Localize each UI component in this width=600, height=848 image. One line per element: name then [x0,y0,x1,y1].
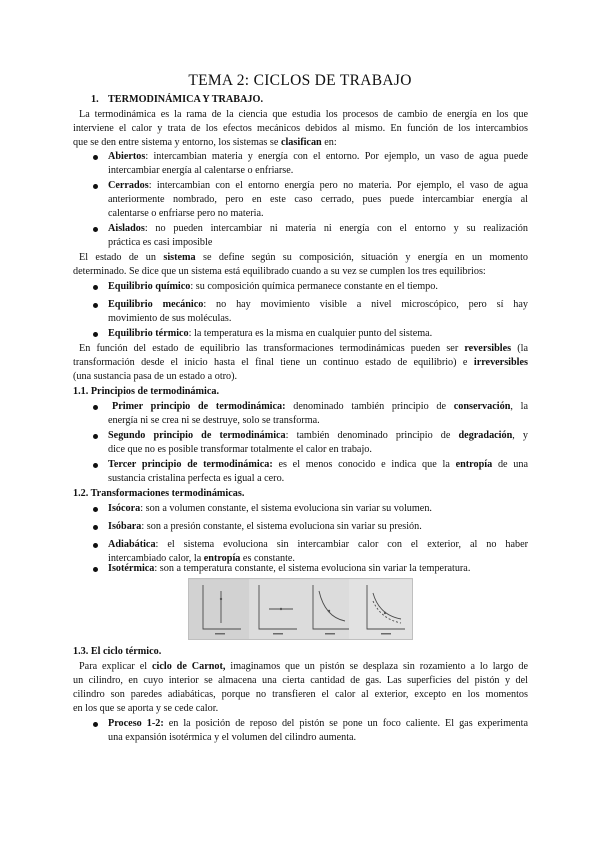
page-title: TEMA 2: CICLOS DE TRABAJO [188,72,412,89]
bullet-icon [93,543,98,548]
transformations-diagram-figure [188,578,413,640]
estado-line-2: determinado. Se dice que un sistema está equilibrado cuando a su vez se cumplen los tres equilibrios: [73,266,486,277]
aislados-line-1: Aislados: no pueden intercambiar ni materia ni energía con el entorno y su realización [108,223,528,234]
equilibrio-termico: Equilibrio térmico: la temperatura es la misma en cualquier punto del sistema. [108,328,433,339]
funcion-line-1: En función del estado de equilibrio las transformaciones termodinámicas pueden ser reversibles (la [79,343,528,354]
bullet-icon [93,525,98,530]
tercer-principio-line-2: sustancia cristalina perfecta es igual a cero. [108,473,285,484]
aislados-line-2: práctica es casi imposible [108,237,213,248]
bullet-icon [93,155,98,160]
primer-principio-line-2: energía ni se crea ni se destruye, solo se transforma. [108,415,320,426]
bullet-icon [93,567,98,572]
intro-line-3: que se den entre sistema y entorno, los sistemas se clasifican en: [73,137,337,148]
pv-diagrams-image [189,579,412,639]
equilibrio-mecanico-line-2: movimiento de sus moléculas. [108,313,232,324]
equilibrio-mecanico-line-1: Equilibrio mecánico: no hay movimiento visible a nivel microscópico, pero sí hay [108,299,528,310]
section-1-heading: TERMODINÁMICA Y TRABAJO. [108,94,263,105]
proceso-1-2-line-2: una expansión isotérmica y el volumen del cilindro aumenta. [108,732,357,743]
section-1-2-heading: 1.2. Transformaciones termodinámicas. [73,488,245,499]
section-1-3-heading: 1.3. El ciclo térmico. [73,646,162,657]
adiabatica-line-1: Adiabática: el sistema evoluciona sin intercambiar calor con el exterior, al no haber [108,539,528,550]
section-1-number: 1. [91,94,99,105]
proceso-1-2-line-1: Proceso 1-2: en la posición de reposo del pistón se pone un foco caliente. El gas experimenta [108,718,528,729]
bullet-icon [93,434,98,439]
carnot-line-4: en los que se aporta y se cede calor. [73,703,219,714]
bullet-icon [93,507,98,512]
bullet-icon [93,722,98,727]
section-1-1-heading: 1.1. Principios de termodinámica. [73,386,220,397]
cerrados-line-2: anteriormente nombrado, pero en este caso cerrado, pues puede intercambiar energía al [108,194,528,205]
estado-line-1: El estado de un sistema se define según su composición, situación y energía en un momento [79,252,528,263]
isobara-item: Isóbara: son a presión constante, el sistema evoluciona sin variar su presión. [108,521,422,532]
funcion-line-3: (una sustancia pasa de un estado a otro). [73,371,238,382]
bullet-icon [93,227,98,232]
bullet-icon [93,405,98,410]
primer-principio-line-1: Primer principio de termodinámica: denominado también principio de conservación, la [112,401,528,412]
bullet-icon [93,303,98,308]
abiertos-line-2: intercambiar energía al calentarse o enfriarse. [108,165,294,176]
adiabatica-line-2: intercambiado calor, la entropía es constante. [108,553,295,564]
isotermica-item: Isotérmica: son a temperatura constante, el sistema evoluciona sin variar la temperatura. [108,563,471,574]
tercer-principio-line-1: Tercer principio de termodinámica: es el menos conocido e indica que la entropía de una [108,459,528,470]
carnot-line-1: Para explicar el ciclo de Carnot, imaginamos que un pistón se desplaza sin rozamiento a lo largo de [79,661,528,672]
segundo-principio-line-1: Segundo principio de termodinámica: también denominado principio de degradación, y [108,430,529,441]
equilibrio-quimico: Equilibrio químico: su composición química permanece constante en el tiempo. [108,281,438,292]
carnot-line-2: un cilindro, en cuyo interior se almacena una cierta cantidad de gas. Las superficies del pistón y del [73,675,528,686]
bullet-icon [93,332,98,337]
segundo-principio-line-2: dice que no es posible transformar totalmente el calor en trabajo. [108,444,372,455]
cerrados-line-1: Cerrados: intercambian con el entorno energía pero no materia. Por ejemplo, el vaso de agua [108,180,528,191]
bullet-icon [93,285,98,290]
abiertos-line-1: Abiertos: intercambian materia y energía con el entorno. Por ejemplo, un vaso de agua puede [108,151,528,162]
bullet-icon [93,184,98,189]
bullet-icon [93,463,98,468]
intro-line-2: interviene el calor y trata de los efectos mecánicos debidos al mismo. En función de los intercambios [73,123,528,134]
carnot-line-3: cilindro son paredes adiabáticas, porque no transfieren el calor al exterior, excepto en los momentos [73,689,528,700]
funcion-line-2: transformación desde el inicio hasta el final tiene un continuo estado de equilibrio) e irreversibles [73,357,528,368]
cerrados-line-3: calentarse o enfriarse pero no materia. [108,208,264,219]
isocora-item: Isócora: son a volumen constante, el sistema evoluciona sin variar su volumen. [108,503,432,514]
intro-line-1: La termodinámica es la rama de la ciencia que estudia los procesos de cambio de energía en los que [79,109,528,120]
